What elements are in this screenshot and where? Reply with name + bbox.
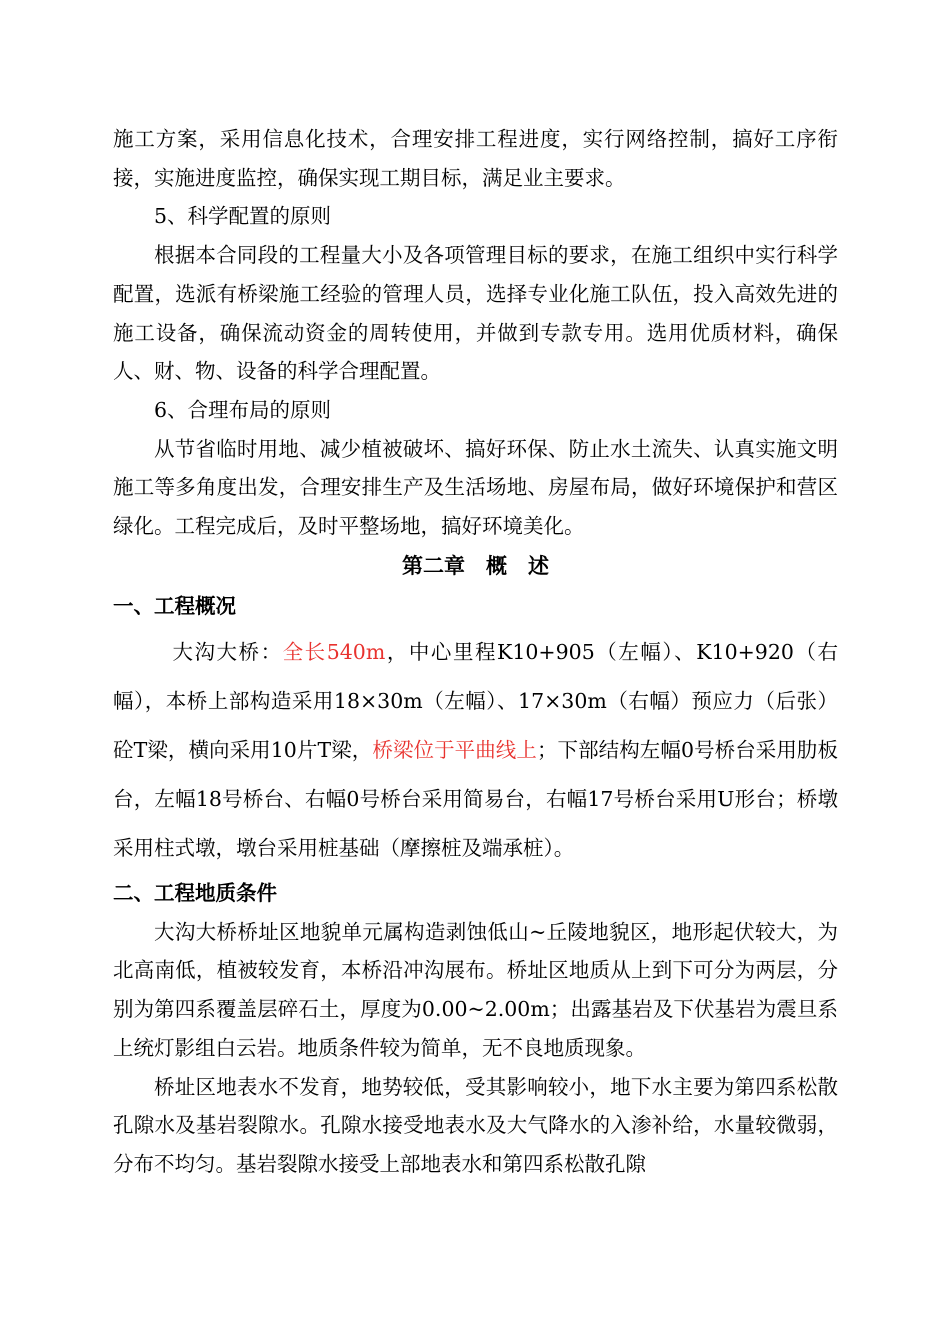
overview-highlight-length: 全长540m xyxy=(282,639,386,664)
heading-rational-layout: 6、合理布局的原则 xyxy=(154,397,332,422)
section-title-project-overview: 一、工程概况 xyxy=(113,593,236,618)
paragraph-project-overview xyxy=(113,628,838,873)
paragraph-geology-water: 桥址区地表水不发育，地势较低，受其影响较小，地下水主要为第四系松散孔隙水及基岩裂隙水。孔隙水接受地表水及大气降水的入渗补给，水量较微弱，分布不均匀。基岩裂隙水接受上部地表水和第四系松散孔隙 xyxy=(113,1074,838,1176)
paragraph-rational-layout: 从节省临时用地、减少植被破坏、搞好环保、防止水土流失、认真实施文明施工等多角度出发，合理安排生产及生活场地、房屋布局，做好环境保护和营区绿化。工程完成后，及时平整场地，搞好环境美化。 xyxy=(113,436,838,539)
overview-text-b: ，中心里程K10+905（左幅）、K10+920（右幅），本桥上部构造采用18×30m（左幅）、17×30m（右幅）预应力（后张）砼T梁，横向采用10片T梁， xyxy=(113,639,838,762)
paragraph-scientific-allocation: 根据本合同段的工程量大小及各项管理目标的要求，在施工组织中实行科学配置，选派有桥梁施工经验的管理人员，选择专业化施工队伍，投入高效先进的施工设备，确保流动资金的周转使用，并做到专款专用。选用优质材料，确保人、财、物、设备的科学合理配置。 xyxy=(113,243,838,384)
heading-scientific-allocation: 5、科学配置的原则 xyxy=(154,204,332,229)
section-title-geology: 二、工程地质条件 xyxy=(113,880,277,905)
paragraph-schedule: 施工方案，采用信息化技术，合理安排工程进度，实行网络控制，搞好工序衔接，实施进度监控，确保实现工期目标，满足业主要求。 xyxy=(113,127,838,190)
document-body xyxy=(113,120,838,1184)
paragraph-geology-landform: 大沟大桥桥址区地貌单元属构造剥蚀低山~丘陵地貌区，地形起伏较大，为北高南低，植被较发育，本桥沿冲沟展布。桥址区地质从上到下可分为两层，分别为第四系覆盖层碎石土，厚度为0.00~2.00m；出露基岩及下伏基岩为震旦系上统灯影组白云岩。地质条件较为简单，无不良地质现象。 xyxy=(113,919,838,1060)
overview-text-c: ；下部结构左幅0号桥台采用肋板台，左幅18号桥台、右幅0号桥台采用简易台，右幅17号桥台采用U形台；桥墩采用柱式墩，墩台采用桩基础（摩擦桩及端承桩）。 xyxy=(113,737,839,860)
overview-text-a: 大沟大桥： xyxy=(172,639,283,664)
chapter-title: 第二章 概 述 xyxy=(402,552,549,578)
overview-highlight-curve: 桥梁位于平曲线上 xyxy=(372,737,537,762)
